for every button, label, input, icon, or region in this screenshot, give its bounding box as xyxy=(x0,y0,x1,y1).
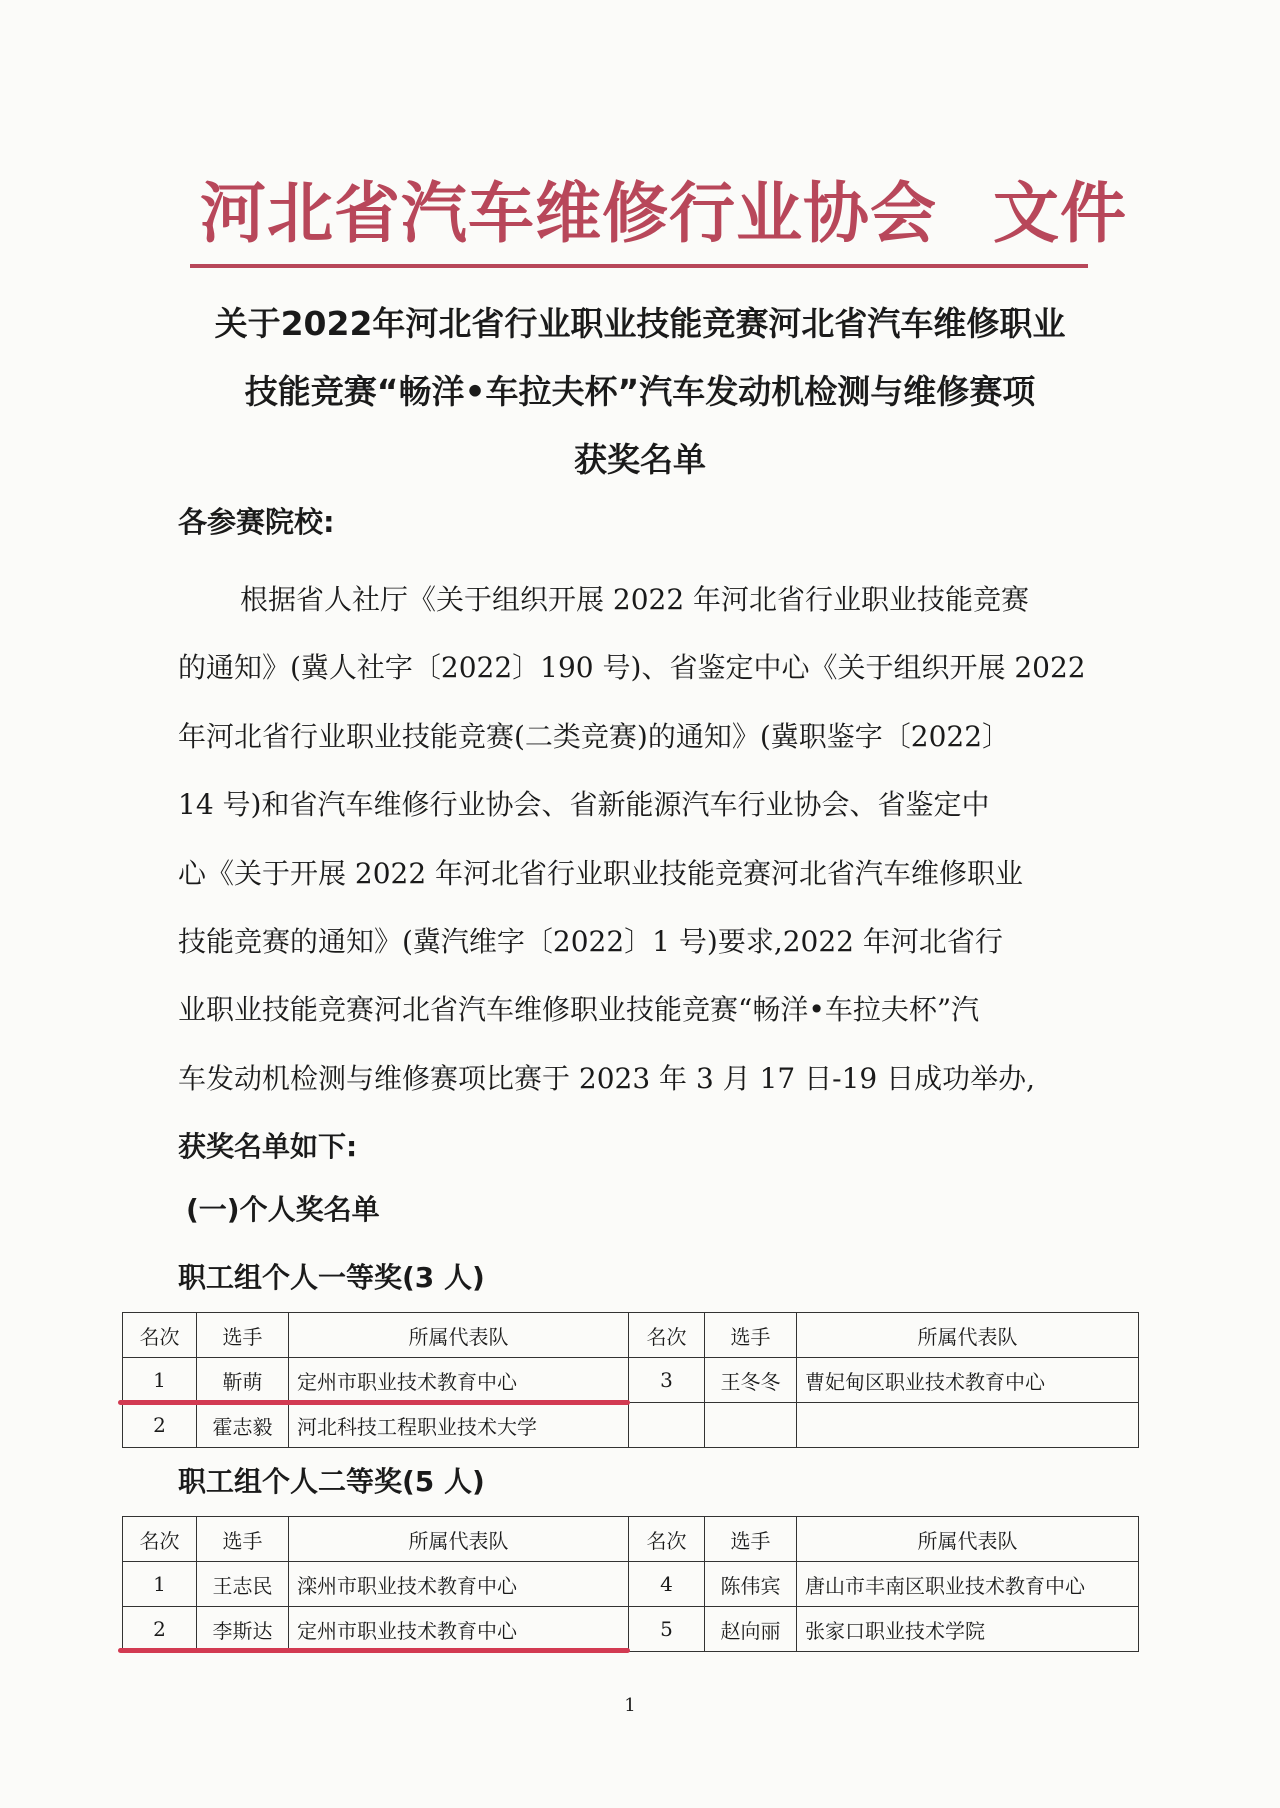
table-row xyxy=(123,1562,1139,1607)
team-cell: 唐山市丰南区职业技术教育中心 xyxy=(797,1562,1139,1607)
table-row xyxy=(123,1358,1139,1403)
header-cell: 名次 xyxy=(123,1517,197,1562)
rank-cell: 4 xyxy=(629,1562,705,1607)
player-cell: 靳萌 xyxy=(197,1358,289,1403)
group2-title: 职工组个人二等奖(5 人) xyxy=(178,1465,485,1498)
body-line: 业职业技能竞赛河北省汽车维修职业技能竞赛“畅洋•车拉夫杯”汽 xyxy=(178,993,980,1027)
rank-cell: 5 xyxy=(629,1607,705,1652)
header-cell: 选手 xyxy=(705,1517,797,1562)
header-cell: 名次 xyxy=(629,1313,705,1358)
team-cell: 曹妃甸区职业技术教育中心 xyxy=(797,1358,1139,1403)
header-cell: 名次 xyxy=(123,1313,197,1358)
body-line: 获奖名单如下: xyxy=(178,1130,358,1164)
table-row xyxy=(123,1403,1139,1448)
header-cell: 选手 xyxy=(197,1517,289,1562)
header-rule xyxy=(190,264,1088,268)
team-cell: 河北科技工程职业技术大学 xyxy=(289,1403,629,1448)
header-cell: 名次 xyxy=(629,1517,705,1562)
title-line: 获奖名单 xyxy=(574,440,706,479)
header-cell: 所属代表队 xyxy=(289,1313,629,1358)
group2-table xyxy=(122,1516,1139,1652)
body-line: 14 号)和省汽车维修行业协会、省新能源汽车行业协会、省鉴定中 xyxy=(178,788,990,822)
header-cell: 选手 xyxy=(705,1313,797,1358)
header-doc-word: 文件 xyxy=(993,175,1127,252)
team-cell: 滦州市职业技术教育中心 xyxy=(289,1562,629,1607)
team-cell: 定州市职业技术教育中心 xyxy=(289,1358,629,1403)
team-cell: 张家口职业技术学院 xyxy=(797,1607,1139,1652)
header-cell: 所属代表队 xyxy=(289,1517,629,1562)
body-line: 年河北省行业职业技能竞赛(二类竞赛)的通知》(冀职鉴字〔2022〕 xyxy=(178,719,1011,753)
rank-cell xyxy=(629,1403,705,1448)
highlight-underline xyxy=(118,1400,630,1405)
rank-cell: 1 xyxy=(123,1358,197,1403)
team-cell: 定州市职业技术教育中心 xyxy=(289,1607,629,1652)
body-line: 心《关于开展 2022 年河北省行业职业技能竞赛河北省汽车维修职业 xyxy=(178,856,1024,890)
player-cell xyxy=(705,1403,797,1448)
title-line: 关于2022年河北省行业职业技能竞赛河北省汽车维修职业 xyxy=(214,304,1066,343)
body-line: 车发动机检测与维修赛项比赛于 2023 年 3 月 17 日-19 日成功举办, xyxy=(178,1061,1035,1095)
document-header xyxy=(200,160,1127,255)
table-header-row xyxy=(123,1313,1139,1358)
title-line: 技能竞赛“畅洋•车拉夫杯”汽车发动机检测与维修赛项 xyxy=(244,372,1036,411)
group1-table xyxy=(122,1312,1139,1448)
highlight-underline xyxy=(118,1648,630,1653)
player-cell: 赵向丽 xyxy=(705,1607,797,1652)
player-cell: 霍志毅 xyxy=(197,1403,289,1448)
group1-title: 职工组个人一等奖(3 人) xyxy=(178,1261,485,1294)
rank-cell: 3 xyxy=(629,1358,705,1403)
player-cell: 王志民 xyxy=(197,1562,289,1607)
salutation: 各参赛院校: xyxy=(178,505,335,539)
page-number: 1 xyxy=(624,1695,636,1716)
body-line: 根据省人社厅《关于组织开展 2022 年河北省行业职业技能竞赛 xyxy=(240,583,1030,616)
header-cell: 所属代表队 xyxy=(797,1517,1139,1562)
header-cell: 所属代表队 xyxy=(797,1313,1139,1358)
table-row xyxy=(123,1607,1139,1652)
document-title xyxy=(170,290,1110,494)
body-line: 的通知》(冀人社字〔2022〕190 号)、省鉴定中心《关于组织开展 2022 xyxy=(178,651,1086,685)
header-org-name: 河北省汽车维修行业协会 xyxy=(200,175,937,252)
body-line: 技能竞赛的通知》(冀汽维字〔2022〕1 号)要求,2022 年河北省行 xyxy=(178,925,1003,959)
body-paragraph xyxy=(178,566,1086,1182)
player-cell: 王冬冬 xyxy=(705,1358,797,1403)
player-cell: 李斯达 xyxy=(197,1607,289,1652)
team-cell xyxy=(797,1403,1139,1448)
section-individual-awards: (一)个人奖名单 xyxy=(186,1193,380,1226)
header-cell: 选手 xyxy=(197,1313,289,1358)
table-header-row xyxy=(123,1517,1139,1562)
rank-cell: 1 xyxy=(123,1562,197,1607)
player-cell: 陈伟宾 xyxy=(705,1562,797,1607)
rank-cell: 2 xyxy=(123,1607,197,1652)
rank-cell: 2 xyxy=(123,1403,197,1448)
